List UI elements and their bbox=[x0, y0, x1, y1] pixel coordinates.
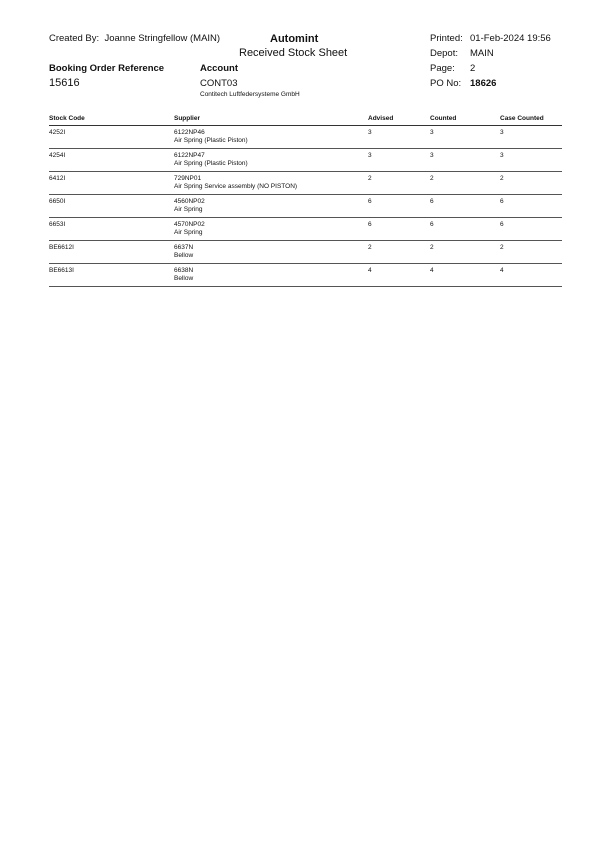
printed-value: 01-Feb-2024 19:56 bbox=[470, 33, 551, 44]
supplier-code: 4560NP02 bbox=[174, 198, 205, 205]
table-row bbox=[49, 264, 562, 287]
case-counted-qty: 2 bbox=[500, 244, 504, 251]
po-number: 18626 bbox=[470, 78, 497, 89]
supplier-cell bbox=[174, 175, 297, 191]
counted-qty: 2 bbox=[430, 244, 434, 251]
supplier-cell bbox=[174, 129, 248, 145]
account-code: CONT03 bbox=[200, 78, 238, 89]
counted-qty: 3 bbox=[430, 152, 434, 159]
item-description: Bellow bbox=[174, 275, 194, 282]
advised-qty: 2 bbox=[368, 175, 372, 182]
column-header-counted: Counted bbox=[430, 115, 457, 122]
advised-qty: 3 bbox=[368, 129, 372, 136]
created-by-value: Joanne Stringfellow (MAIN) bbox=[104, 33, 221, 44]
created-by bbox=[49, 33, 220, 44]
counted-qty: 4 bbox=[430, 267, 434, 274]
stock-code: BE6612I bbox=[49, 244, 74, 251]
depot-label: Depot: bbox=[430, 48, 458, 59]
table-row bbox=[49, 126, 562, 149]
depot-value: MAIN bbox=[470, 48, 494, 59]
supplier-code: 6122NP47 bbox=[174, 152, 205, 159]
created-by-label: Created By: bbox=[49, 33, 100, 44]
advised-qty: 6 bbox=[368, 198, 372, 205]
column-header-advised: Advised bbox=[368, 115, 394, 122]
table-header bbox=[49, 115, 562, 126]
supplier-code: 6637N bbox=[174, 244, 194, 251]
item-description: Air Spring Service assembly (NO PISTON) bbox=[174, 183, 298, 190]
supplier-code: 729NP01 bbox=[174, 175, 202, 182]
stock-code: 4252I bbox=[49, 129, 66, 136]
printed-label: Printed: bbox=[430, 33, 463, 44]
counted-qty: 2 bbox=[430, 175, 434, 182]
po-label: PO No: bbox=[430, 78, 462, 89]
item-description: Air Spring bbox=[174, 229, 203, 236]
counted-qty: 6 bbox=[430, 198, 434, 205]
page-label: Page: bbox=[430, 63, 455, 74]
supplier-cell bbox=[174, 198, 205, 214]
case-counted-qty: 3 bbox=[500, 152, 504, 159]
booking-label: Booking Order Reference bbox=[49, 63, 165, 74]
table-row bbox=[49, 172, 562, 195]
supplier-code: 6638N bbox=[174, 267, 194, 274]
table-row bbox=[49, 218, 562, 241]
item-description: Air Spring (Plastic Piston) bbox=[174, 137, 248, 144]
supplier-cell bbox=[174, 221, 205, 237]
stock-table bbox=[49, 115, 562, 287]
page-number: 2 bbox=[470, 63, 476, 74]
advised-qty: 2 bbox=[368, 244, 372, 251]
case-counted-qty: 6 bbox=[500, 221, 504, 228]
supplier-cell bbox=[174, 244, 193, 260]
stock-code: 6650I bbox=[49, 198, 66, 205]
supplier-code: 4570NP02 bbox=[174, 221, 205, 228]
counted-qty: 3 bbox=[430, 129, 434, 136]
table-row bbox=[49, 241, 562, 264]
table-row bbox=[49, 195, 562, 218]
item-description: Air Spring bbox=[174, 206, 203, 213]
case-counted-qty: 3 bbox=[500, 129, 504, 136]
stock-code: 6653I bbox=[49, 221, 66, 228]
table-row bbox=[49, 149, 562, 172]
advised-qty: 3 bbox=[368, 152, 372, 159]
case-counted-qty: 6 bbox=[500, 198, 504, 205]
supplier-cell bbox=[174, 267, 193, 283]
company-name: Automint bbox=[270, 33, 319, 45]
item-description: Bellow bbox=[174, 252, 194, 259]
booking-reference: 15616 bbox=[49, 77, 80, 89]
account-name: Contitech Luftfedersysteme GmbH bbox=[200, 91, 300, 98]
stock-code: 4254I bbox=[49, 152, 66, 159]
supplier-code: 6122NP46 bbox=[174, 129, 205, 136]
advised-qty: 4 bbox=[368, 267, 372, 274]
supplier-cell bbox=[174, 152, 248, 168]
counted-qty: 6 bbox=[430, 221, 434, 228]
stock-code: 6412I bbox=[49, 175, 66, 182]
column-header-case-counted: Case Counted bbox=[500, 115, 544, 122]
case-counted-qty: 2 bbox=[500, 175, 504, 182]
stock-code: BE6613I bbox=[49, 267, 74, 274]
column-header-stock-code: Stock Code bbox=[49, 115, 85, 122]
sheet-title: Received Stock Sheet bbox=[239, 47, 348, 59]
case-counted-qty: 4 bbox=[500, 267, 504, 274]
column-header-supplier: Supplier bbox=[174, 115, 201, 122]
advised-qty: 6 bbox=[368, 221, 372, 228]
item-description: Air Spring (Plastic Piston) bbox=[174, 160, 248, 167]
account-label: Account bbox=[200, 63, 238, 74]
